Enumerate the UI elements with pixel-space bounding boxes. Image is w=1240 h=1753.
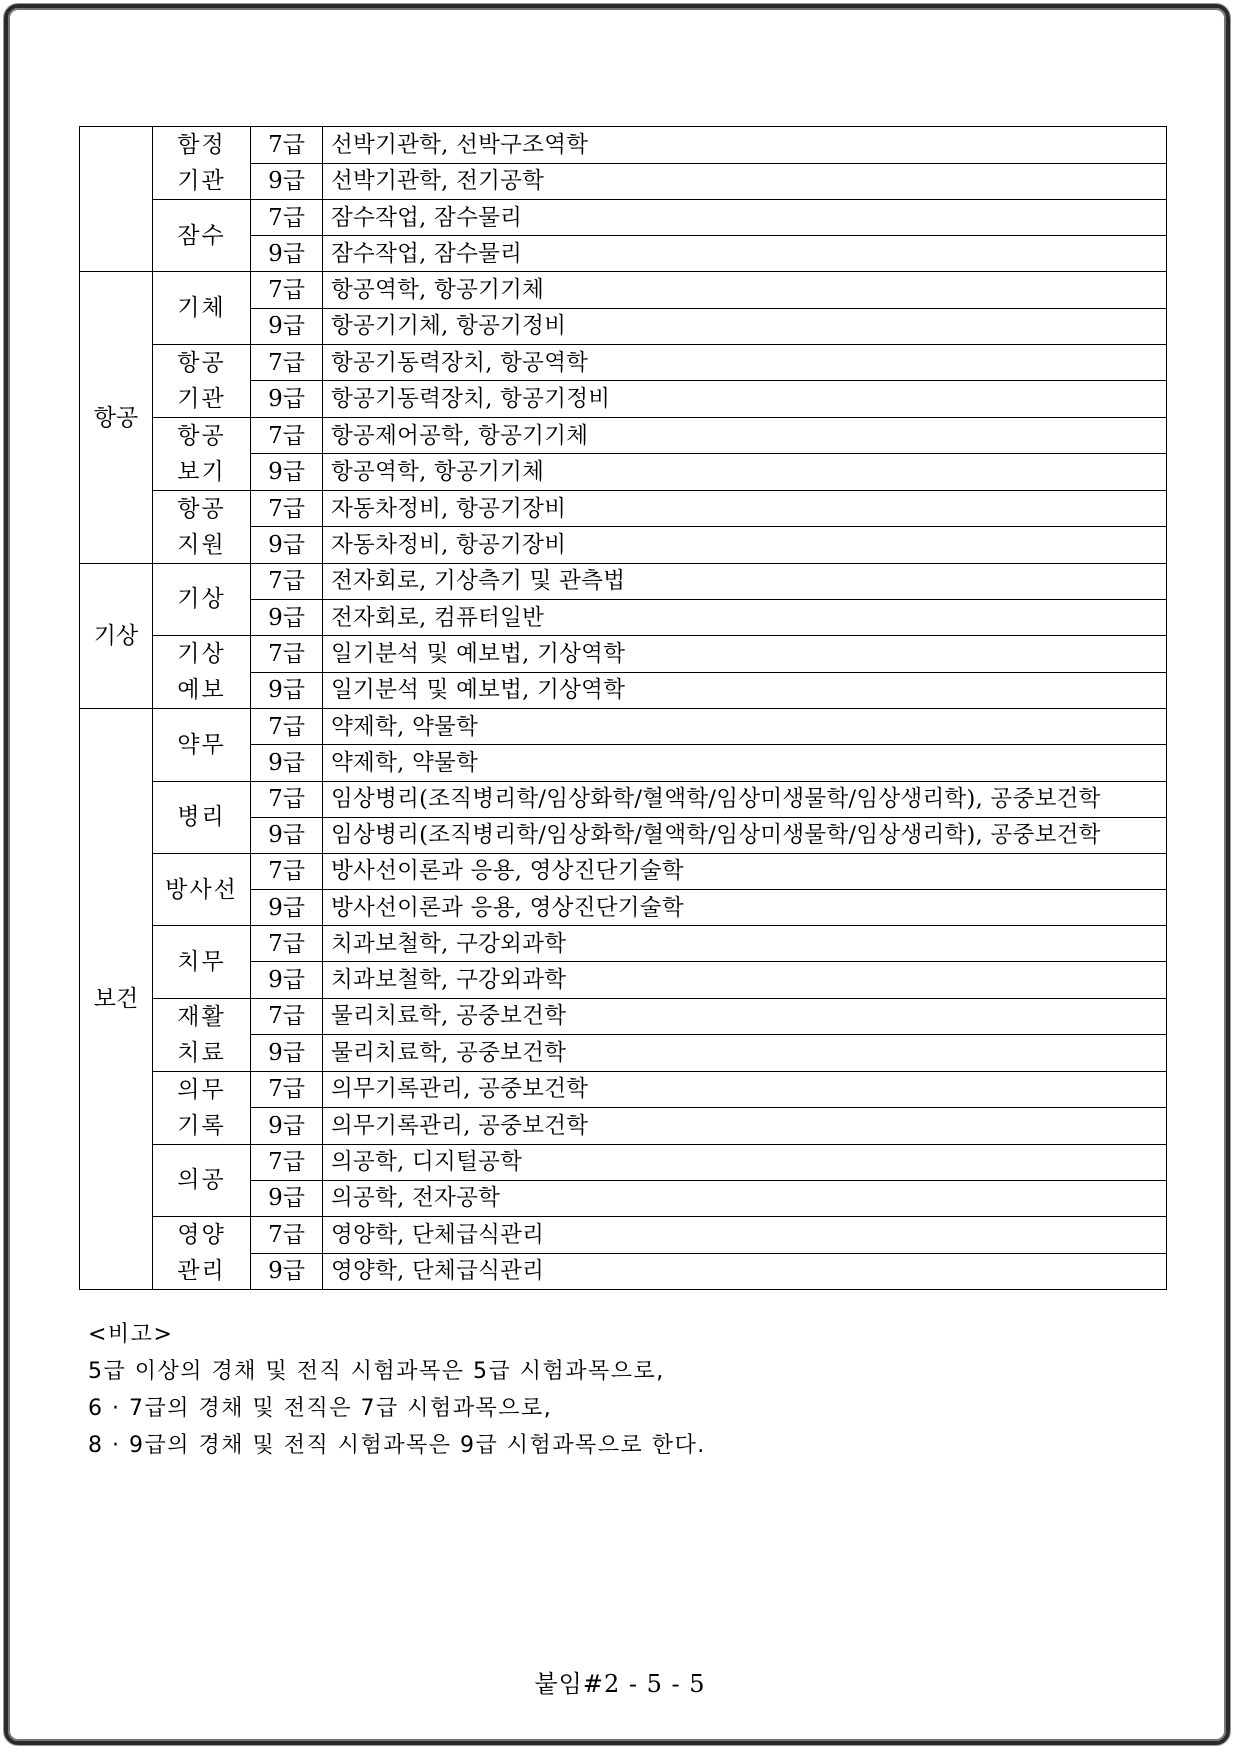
specialty-label-line: 기체: [177, 295, 226, 322]
subjects-cell: 영양학, 단체급식관리: [323, 1253, 1167, 1290]
specialty-label-line: 지원: [177, 531, 226, 558]
specialty-cell: [153, 1217, 251, 1290]
subjects-cell: 항공기동력장치, 항공역학: [323, 344, 1167, 381]
specialty-cell: [153, 1144, 251, 1216]
specialty-cell: [153, 926, 251, 998]
subjects-cell: 의무기록관리, 공중보건학: [323, 1108, 1167, 1145]
grade-cell: 7급: [251, 853, 323, 889]
grade-cell: 7급: [251, 709, 323, 745]
category-cell: 항공: [80, 272, 153, 563]
grade-cell: 7급: [251, 1217, 323, 1254]
subjects-cell: 일기분석 및 예보법, 기상역학: [323, 672, 1167, 709]
grade-cell: 9급: [251, 890, 323, 926]
specialty-label-line: 영양: [177, 1222, 226, 1248]
specialty-label-line: 잠수: [177, 222, 226, 249]
subjects-cell: 의무기록관리, 공중보건학: [323, 1071, 1167, 1108]
specialty-label-line: 항공: [177, 422, 226, 449]
category-cell: [80, 127, 153, 272]
specialty-cell: [153, 490, 251, 563]
subjects-cell: 잠수작업, 잠수물리: [323, 236, 1167, 272]
category-cell: 기상: [80, 563, 153, 708]
subjects-cell: 약제학, 약물학: [323, 709, 1167, 745]
category-cell: 보건: [80, 709, 153, 1290]
specialty-cell: [153, 1071, 251, 1144]
subjects-cell: 선박기관학, 전기공학: [323, 163, 1167, 200]
specialty-label-line: 기록: [177, 1112, 226, 1139]
table-row: [80, 1144, 1167, 1180]
grade-cell: 7급: [251, 636, 323, 673]
subjects-cell: 방사선이론과 응용, 영상진단기술학: [323, 853, 1167, 889]
subjects-cell: 임상병리(조직병리학/임상화학/혈액학/임상미생물학/임상생리학), 공중보건학: [323, 817, 1167, 853]
table-row: [80, 344, 1167, 381]
subjects-cell: 의공학, 디지털공학: [323, 1144, 1167, 1180]
table-row: [80, 636, 1167, 673]
subjects-cell: 방사선이론과 응용, 영상진단기술학: [323, 890, 1167, 926]
table-row: [80, 272, 1167, 308]
specialty-cell: [153, 998, 251, 1071]
grade-cell: 7급: [251, 998, 323, 1035]
subjects-cell: 치과보철학, 구강외과학: [323, 926, 1167, 962]
specialty-label-line: 의공: [177, 1167, 226, 1194]
subjects-cell: 항공기동력장치, 항공기정비: [323, 381, 1167, 418]
remarks: [88, 1316, 706, 1464]
specialty-label-line: 보기: [177, 458, 226, 485]
table-row: [80, 1071, 1167, 1108]
specialty-cell: [153, 636, 251, 709]
table-row: [80, 926, 1167, 962]
specialty-cell: [153, 127, 251, 200]
grade-cell: 7급: [251, 417, 323, 454]
specialty-cell: [153, 709, 251, 781]
specialty-label-line: 의무: [177, 1076, 226, 1103]
grade-cell: 7급: [251, 926, 323, 962]
grade-cell: 9급: [251, 962, 323, 998]
grade-cell: 9급: [251, 236, 323, 272]
specialty-cell: [153, 272, 251, 344]
specialty-label-line: 기상: [177, 586, 226, 613]
grade-cell: 9급: [251, 1180, 323, 1216]
grade-cell: 7급: [251, 563, 323, 599]
grade-cell: 9급: [251, 745, 323, 781]
specialty-label-line: 예보: [177, 677, 226, 704]
remarks-line-1: 5급 이상의 경채 및 전직 시험과목은 5급 시험과목으로,: [88, 1359, 665, 1384]
grade-cell: 7급: [251, 344, 323, 381]
specialty-cell: [153, 853, 251, 925]
grade-cell: 7급: [251, 200, 323, 236]
specialty-label-line: 약무: [177, 731, 226, 758]
table-row: [80, 563, 1167, 599]
subjects-cell: 자동차정비, 항공기장비: [323, 527, 1167, 564]
specialty-cell: [153, 563, 251, 635]
grade-cell: 9급: [251, 381, 323, 418]
subjects-cell: 전자회로, 기상측기 및 관측법: [323, 563, 1167, 599]
table-row: [80, 200, 1167, 236]
grade-cell: 7급: [251, 1144, 323, 1180]
grade-cell: 7급: [251, 272, 323, 308]
specialty-label-line: 관리: [177, 1258, 226, 1284]
grade-cell: 9급: [251, 163, 323, 200]
subjects-cell: 의공학, 전자공학: [323, 1180, 1167, 1216]
specialty-cell: [153, 200, 251, 272]
grade-cell: 7급: [251, 490, 323, 527]
grade-cell: 9급: [251, 527, 323, 564]
table-row: [80, 781, 1167, 817]
specialty-label-line: 기관: [177, 168, 226, 194]
table-row: [80, 853, 1167, 889]
grade-cell: 9급: [251, 308, 323, 344]
specialty-label-line: 치무: [177, 948, 226, 975]
grade-cell: 9급: [251, 454, 323, 491]
subjects-cell: 선박기관학, 선박구조역학: [323, 127, 1167, 164]
grade-cell: 9급: [251, 1108, 323, 1145]
subjects-cell: 영양학, 단체급식관리: [323, 1217, 1167, 1254]
specialty-label-line: 병리: [177, 804, 226, 831]
subjects-cell: 치과보철학, 구강외과학: [323, 962, 1167, 998]
table-row: [80, 1217, 1167, 1254]
specialty-label-line: 재활: [177, 1003, 226, 1030]
grade-cell: 9급: [251, 672, 323, 709]
exam-subjects-table: [79, 126, 1167, 1290]
subjects-cell: 자동차정비, 항공기장비: [323, 490, 1167, 527]
subjects-cell: 물리치료학, 공중보건학: [323, 998, 1167, 1035]
table-row: [80, 709, 1167, 745]
grade-cell: 7급: [251, 1071, 323, 1108]
subjects-cell: 잠수작업, 잠수물리: [323, 200, 1167, 236]
specialty-label-line: 기관: [177, 385, 226, 412]
grade-cell: 7급: [251, 781, 323, 817]
specialty-label-line: 항공: [177, 495, 226, 522]
specialty-label-line: 함정: [177, 132, 226, 158]
grade-cell: 7급: [251, 127, 323, 164]
table-row: [80, 127, 1167, 164]
specialty-cell: [153, 344, 251, 417]
subjects-cell: 항공제어공학, 항공기기체: [323, 417, 1167, 454]
subjects-cell: 항공기기체, 항공기정비: [323, 308, 1167, 344]
subjects-cell: 임상병리(조직병리학/임상화학/혈액학/임상미생물학/임상생리학), 공중보건학: [323, 781, 1167, 817]
grade-cell: 9급: [251, 1253, 323, 1290]
table-row: [80, 998, 1167, 1035]
subjects-cell: 물리치료학, 공중보건학: [323, 1035, 1167, 1072]
specialty-label-line: 치료: [177, 1039, 226, 1066]
specialty-label-line: 기상: [177, 641, 226, 668]
table-row: [80, 490, 1167, 527]
grade-cell: 9급: [251, 599, 323, 635]
grade-cell: 9급: [251, 817, 323, 853]
subjects-cell: 약제학, 약물학: [323, 745, 1167, 781]
specialty-cell: [153, 781, 251, 853]
table-body: [80, 127, 1167, 1290]
subjects-cell: 항공역학, 항공기기체: [323, 272, 1167, 308]
remarks-line-2: 6 · 7급의 경채 및 전직은 7급 시험과목으로,: [88, 1396, 553, 1421]
subjects-cell: 일기분석 및 예보법, 기상역학: [323, 636, 1167, 673]
grade-cell: 9급: [251, 1035, 323, 1072]
page-number: 붙임#2 - 5 - 5: [534, 1670, 706, 1698]
table-row: [80, 417, 1167, 454]
specialty-label-line: 항공: [177, 349, 226, 376]
remarks-line-3: 8 · 9급의 경채 및 전직 시험과목은 9급 시험과목으로 한다.: [88, 1433, 706, 1458]
specialty-cell: [153, 417, 251, 490]
specialty-label-line: 방사선: [165, 876, 238, 903]
remarks-heading: <비고>: [88, 1322, 174, 1347]
subjects-cell: 항공역학, 항공기기체: [323, 454, 1167, 491]
subjects-cell: 전자회로, 컴퓨터일반: [323, 599, 1167, 635]
